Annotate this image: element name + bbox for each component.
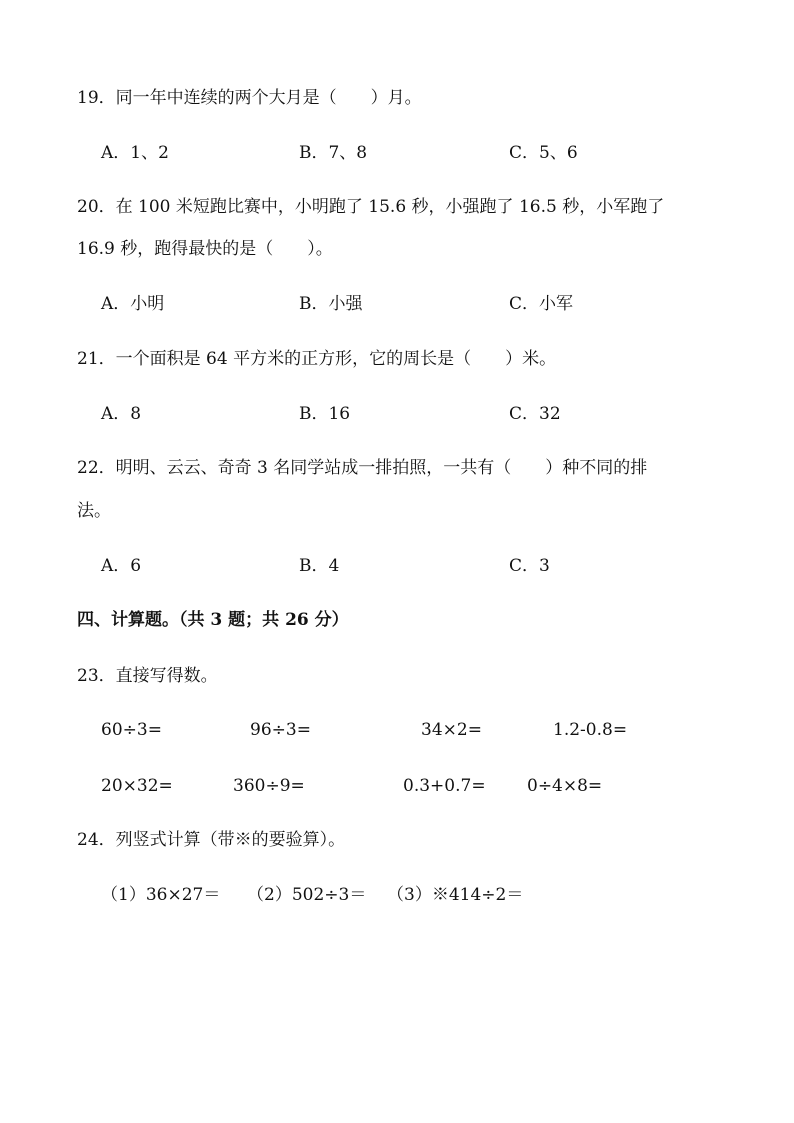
q24-item3: （3）※414÷2＝: [387, 885, 524, 905]
question-22-option-a: A．6: [101, 556, 142, 576]
q23-row1-item4: 1.2-0.8=: [553, 720, 628, 740]
question-20-stem-line2: 16.9 秒，跑得最快的是（ ）。: [77, 239, 333, 259]
question-24-stem: 24．列竖式计算（带※的要验算）。: [77, 830, 346, 850]
section-4-heading: 四、计算题。（共 3 题；共 26 分）: [77, 610, 349, 630]
q23-row2-item4: 0÷4×8=: [527, 776, 603, 796]
question-19-option-b: B．7、8: [299, 143, 368, 163]
q23-row2-item1: 20×32=: [101, 776, 173, 796]
question-22-option-b: B．4: [299, 556, 340, 576]
question-21-stem: 21．一个面积是 64 平方米的正方形，它的周长是（ ）米。: [77, 349, 557, 369]
question-19-option-a: A．1、2: [101, 143, 169, 163]
question-22-stem-line1: 22．明明、云云、奇奇 3 名同学站成一排拍照，一共有（ ）种不同的排: [77, 458, 648, 478]
q23-row1-item1: 60÷3=: [101, 720, 162, 740]
question-22-stem-line2: 法。: [77, 501, 111, 521]
question-20-option-c: C．小军: [509, 294, 574, 314]
question-23-stem: 23．直接写得数。: [77, 666, 218, 686]
q23-row1-item2: 96÷3=: [250, 720, 311, 740]
question-20-option-b: B．小强: [299, 294, 363, 314]
question-20-option-a: A．小明: [101, 294, 165, 314]
q23-row2-item3: 0.3+0.7=: [403, 776, 486, 796]
question-21-option-a: A．8: [101, 404, 142, 424]
question-22-option-c: C．3: [509, 556, 550, 576]
question-20-stem-line1: 20．在 100 米短跑比赛中，小明跑了 15.6 秒，小强跑了 16.5 秒，小军跑了: [77, 197, 665, 217]
q24-item1: （1）36×27＝: [101, 885, 221, 905]
question-21-option-b: B．16: [299, 404, 351, 424]
q24-item2: （2）502÷3＝: [247, 885, 367, 905]
q23-row2-item2: 360÷9=: [233, 776, 305, 796]
question-19-option-c: C．5、6: [509, 143, 578, 163]
question-19-stem: 19．同一年中连续的两个大月是（ ）月。: [77, 88, 422, 108]
question-21-option-c: C．32: [509, 404, 561, 424]
q23-row1-item3: 34×2=: [421, 720, 482, 740]
